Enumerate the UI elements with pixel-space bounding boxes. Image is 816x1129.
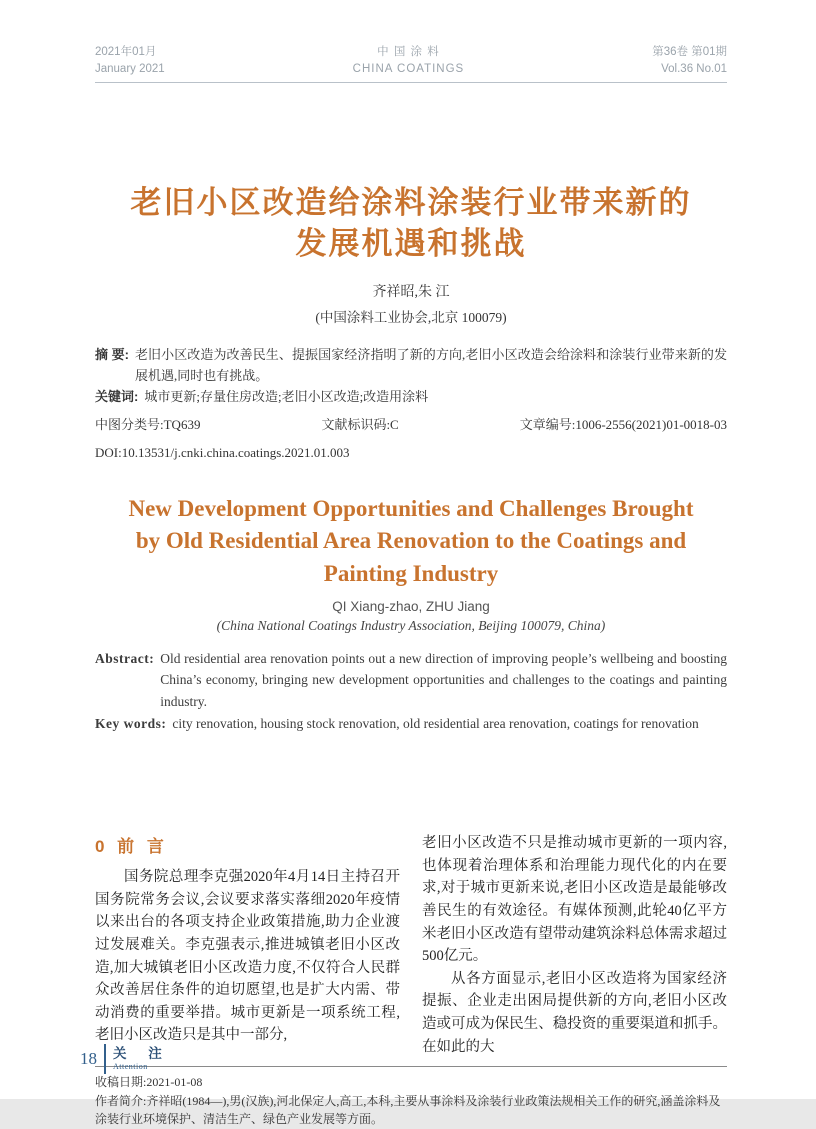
- page-footer: [80, 1044, 171, 1074]
- article-title-en-line2: by Old Residential Area Renovation to the Coatings and: [135, 528, 687, 554]
- abstract-en-row: [95, 648, 727, 713]
- intro-paragraph-left: 国务院总理李克强2020年4月14日主持召开国务院常务会议,会议要求落实落细2020年疫情以来出台的各项支持企业政策措施,助力企业渡过发展难关。李克强表示,推进城镇老旧小区改造,加大城镇老旧小区改造力度,不仅符合人民群众改善居住条件的迫切愿望,也是扩大内需、带动消费的重要举措。城市更新是一项系统工程,老旧小区改造只是其中一部分,: [95, 869, 400, 1044]
- abstract-zh-text: 老旧小区改造为改善民生、提振国家经济指明了新的方向,老旧小区改造会给涂料和涂装行业带来新的发展机遇,同时也有挑战。: [134, 346, 727, 383]
- keywords-en-text: city renovation, housing stock renovation, old residential area renovation, coatings for renovation: [172, 715, 699, 731]
- journal-name-en: CHINA COATINGS: [352, 62, 465, 75]
- journal-name-zh: 中 国 涂 料: [377, 46, 440, 58]
- footer-divider: [104, 1044, 106, 1074]
- journal-header: [95, 0, 727, 77]
- received-date: 收稿日期:2021-01-08: [95, 1075, 203, 1090]
- intro-paragraph-right-2: 从各方面显示,老旧小区改造将为国家经济提振、企业走出困局提供新的方向,老旧小区改造或可成为保民生、稳投资的重要渠道和抓手。在如此的大: [422, 970, 727, 1055]
- article-title-zh: [95, 183, 727, 264]
- right-column: [422, 832, 727, 1058]
- header-rule: [95, 82, 727, 83]
- issue-info-zh: 第36卷 第01期: [652, 46, 727, 58]
- classification-row: [95, 414, 727, 435]
- article-title-en-line3: Painting Industry: [323, 560, 499, 586]
- doi: DOI:10.13531/j.cnki.china.coatings.2021.01.003: [95, 445, 350, 461]
- issue-info-en: Vol.36 No.01: [661, 62, 727, 75]
- clc-number: 中图分类号:TQ639: [95, 417, 201, 433]
- article-title-zh-line2: 发展机遇和挑战: [295, 225, 527, 261]
- article-number: 文章编号:1006-2556(2021)01-0018-03: [519, 417, 727, 433]
- section-heading-intro: 0 前 言: [95, 837, 168, 857]
- keywords-en-row: [95, 713, 727, 735]
- header-issue-info: [652, 44, 727, 77]
- chinese-meta-block: [95, 344, 727, 463]
- affiliation-en: (China National Coatings Industry Association, Beijing 100079, China): [216, 617, 606, 633]
- document-code: 文献标识码:C: [321, 417, 399, 433]
- header-journal-name: [353, 44, 465, 77]
- footer-section: [113, 1047, 171, 1071]
- page-number: 18: [80, 1049, 97, 1068]
- article-title-en: [95, 493, 727, 590]
- column-section-zh: 关 注: [113, 1046, 171, 1062]
- author-bio: 作者简介:齐祥昭(1984—),男(汉族),河北保定人,高工,本科,主要从事涂料及涂装行业政策法规相关工作的研究,涵盖涂料及涂装行业环境保护、清洁生产、绿色产业发展等方面。: [95, 1093, 721, 1127]
- journal-date-zh: 2021年01月: [95, 46, 157, 58]
- intro-paragraph-right-1: 老旧小区改造不只是推动城市更新的一项内容,也体现着治理体系和治理能力现代化的内在要求,对于城市更新来说,老旧小区改造是最能够改善民生的有效途径。有媒体预测,此轮40亿平方米老旧小区改造有望带动建筑涂料总体需求超过500亿元。: [422, 835, 727, 965]
- article-title-en-line1: New Development Opportunities and Challenges Brought: [128, 496, 694, 522]
- abstract-zh-label: 摘 要:: [95, 346, 129, 362]
- authors-en: QI Xiang-zhao, ZHU Jiang: [332, 598, 490, 614]
- keywords-en-label: Key words:: [95, 715, 167, 731]
- footnote-block: [95, 1066, 727, 1129]
- keywords-zh-row: [95, 386, 727, 407]
- abstract-zh-row: [95, 344, 727, 386]
- keywords-zh-text: 城市更新;存量住房改造;老旧小区改造;改造用涂料: [144, 389, 429, 405]
- english-meta-block: [95, 648, 727, 734]
- column-section-en: Attention: [113, 1061, 148, 1071]
- article-title-zh-line1: 老旧小区改造给涂料涂装行业带来新的: [130, 185, 692, 221]
- abstract-en-text: Old residential area renovation points out a new direction of improving people’s wellbeing and boosting China’s economy, bringing new development opportunities and challenges to the coatings and painting industry.: [160, 650, 727, 709]
- keywords-zh-label: 关键词:: [95, 389, 139, 405]
- article-body: [95, 832, 727, 1058]
- affiliation-zh: (中国涂料工业协会,北京 100079): [315, 309, 507, 325]
- journal-date-en: January 2021: [95, 62, 165, 75]
- authors-zh: 齐祥昭,朱 江: [372, 284, 450, 300]
- left-column: [95, 832, 400, 1058]
- abstract-en-label: Abstract:: [95, 650, 155, 666]
- header-date: [95, 44, 165, 77]
